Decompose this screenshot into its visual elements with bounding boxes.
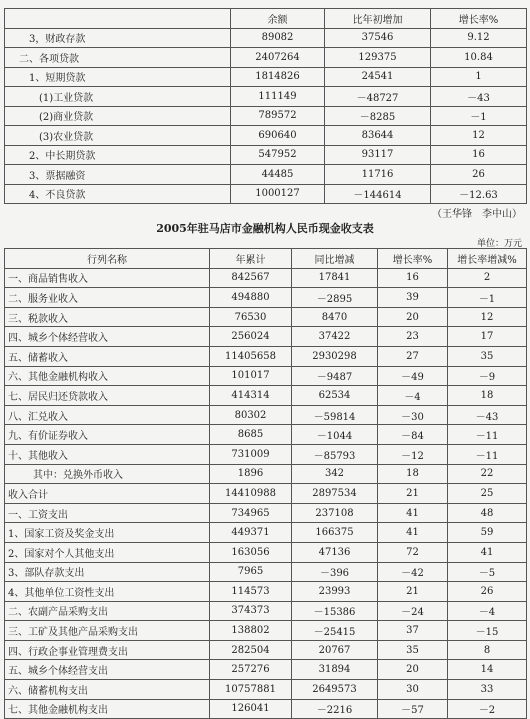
table2-cell: 7965 <box>210 562 292 582</box>
table2-cell: －84 <box>378 425 448 445</box>
table2-row <box>5 307 527 327</box>
table2-row <box>5 288 527 308</box>
table2-cell: 374373 <box>210 601 292 621</box>
table2-cell: 20 <box>378 307 448 327</box>
table1-cell: 11716 <box>325 165 431 185</box>
table2-cell: 8685 <box>210 425 292 445</box>
table2-row <box>5 503 527 523</box>
table2-cell: 37422 <box>292 327 378 347</box>
deposit-loan-table <box>4 8 527 204</box>
table2-cell: 17 <box>448 327 527 347</box>
table2-cell: 21 <box>378 484 448 504</box>
table2-row <box>5 699 527 719</box>
table1-cell: －43 <box>431 87 527 107</box>
table2-cell: 256024 <box>210 327 292 347</box>
table1-header-cell <box>5 9 231 29</box>
table2-cell: 76530 <box>210 307 292 327</box>
table2-cell: 41 <box>378 503 448 523</box>
table2-cell: 166375 <box>292 523 378 543</box>
table2-cell: －30 <box>378 405 448 425</box>
table2-cell: 16 <box>378 268 448 288</box>
table2-cell: 21 <box>378 582 448 602</box>
table2-header-cell: 增长率% <box>378 249 448 269</box>
table2-row <box>5 346 527 366</box>
table1-cell: 129375 <box>325 48 431 68</box>
table2-row-label: 一、工资支出 <box>5 503 210 523</box>
table1-cell: －144614 <box>325 184 431 204</box>
table2-cell: －42 <box>378 562 448 582</box>
table2-cell: 101017 <box>210 366 292 386</box>
table2-cell: －12 <box>378 444 448 464</box>
table1-cell: －12.63 <box>431 184 527 204</box>
table2-row-label: 九、有价证券收入 <box>5 425 210 445</box>
table2-row <box>5 582 527 602</box>
table2-row-label: 1、国家工资及奖金支出 <box>5 523 210 543</box>
table2-cell: －9487 <box>292 366 378 386</box>
table1-cell: 9.12 <box>431 28 527 48</box>
table2-row-label: 二、农副产品采购支出 <box>5 601 210 621</box>
table1-row <box>5 67 527 87</box>
table1-cell: 10.84 <box>431 48 527 68</box>
table2-row <box>5 366 527 386</box>
table2-cell: －396 <box>292 562 378 582</box>
table1-cell: 2407264 <box>231 48 325 68</box>
table1-cell: －8285 <box>325 106 431 126</box>
table2-cell: 47136 <box>292 542 378 562</box>
table2-cell: 2930298 <box>292 346 378 366</box>
table2-row-label: 六、储蓄机构支出 <box>5 680 210 700</box>
table2-row <box>5 523 527 543</box>
table2-cell: 62534 <box>292 386 378 406</box>
table2-cell: 414314 <box>210 386 292 406</box>
table2-header-cell: 同比增减 <box>292 249 378 269</box>
table1-cell: 44485 <box>231 165 325 185</box>
table1-cell: 111149 <box>231 87 325 107</box>
table2-cell: 2897534 <box>292 484 378 504</box>
table1-cell: －48727 <box>325 87 431 107</box>
table2-cell: －2895 <box>292 288 378 308</box>
table2-row-label: 五、储蓄收入 <box>5 346 210 366</box>
table2-row-label: 3、部队存款支出 <box>5 562 210 582</box>
table1-row-label: 2、中长期贷款 <box>5 145 231 165</box>
table1-row <box>5 165 527 185</box>
table1-cell: 24541 <box>325 67 431 87</box>
table2-row <box>5 621 527 641</box>
table2-cell: －11 <box>448 425 527 445</box>
table1-cell: 26 <box>431 165 527 185</box>
table2-row <box>5 601 527 621</box>
table2-cell: 731009 <box>210 444 292 464</box>
table1-row-label: 4、不良贷款 <box>5 184 231 204</box>
table2-cell: 734965 <box>210 503 292 523</box>
table1-row <box>5 87 527 107</box>
table1-row <box>5 145 527 165</box>
table1-row-label: 1、短期贷款 <box>5 67 231 87</box>
table2-cell: －25415 <box>292 621 378 641</box>
table1-row <box>5 48 527 68</box>
table2-cell: 39 <box>378 288 448 308</box>
table1-row-label: 3，财政存款 <box>5 28 231 48</box>
table2-cell: 8470 <box>292 307 378 327</box>
table2-cell: 2 <box>448 268 527 288</box>
table2-cell: 20 <box>378 660 448 680</box>
table2-row <box>5 562 527 582</box>
cash-flow-table <box>4 248 527 719</box>
table2-header-cell: 增长率增减% <box>448 249 527 269</box>
table2-cell: 10757881 <box>210 680 292 700</box>
table2-cell: 33 <box>448 680 527 700</box>
table1-row <box>5 28 527 48</box>
table1-row-label: 二、各项贷款 <box>5 48 231 68</box>
table2-row <box>5 327 527 347</box>
table2-row-label: 五、城乡个体经营支出 <box>5 660 210 680</box>
table1-row-label: 3、票据融资 <box>5 165 231 185</box>
table2-row <box>5 542 527 562</box>
table2-cell: 25 <box>448 484 527 504</box>
table2-cell: 31894 <box>292 660 378 680</box>
table2-cell: 8 <box>448 640 527 660</box>
table2-cell: －43 <box>448 405 527 425</box>
table1-header-cell: 增长率% <box>431 9 527 29</box>
table2-cell: 37 <box>378 621 448 641</box>
table2-header-cell: 行列名称 <box>5 249 210 269</box>
table2-cell: 494880 <box>210 288 292 308</box>
table1-cell: 37546 <box>325 28 431 48</box>
table2-row-label: 三、税款收入 <box>5 307 210 327</box>
table2-cell: 12 <box>448 307 527 327</box>
table2-cell: －2 <box>448 699 527 719</box>
table1-header-cell: 余额 <box>231 9 325 29</box>
table2-cell: 237108 <box>292 503 378 523</box>
table2-cell: 14 <box>448 660 527 680</box>
table2-cell: 126041 <box>210 699 292 719</box>
table2-row-label: 六、其他金融机构收入 <box>5 366 210 386</box>
table1-cell: 1000127 <box>231 184 325 204</box>
table2-cell: 35 <box>448 346 527 366</box>
table2-cell: －1 <box>448 288 527 308</box>
table2-row-label: 收入合计 <box>5 484 210 504</box>
table2-cell: 163056 <box>210 542 292 562</box>
table2-cell: －15 <box>448 621 527 641</box>
table2-cell: 14410988 <box>210 484 292 504</box>
table2-cell: 23 <box>378 327 448 347</box>
table2-row <box>5 405 527 425</box>
table2-cell: 1896 <box>210 464 292 484</box>
table2-cell: －49 <box>378 366 448 386</box>
table2-row-label: 其中：兑换外币收入 <box>5 464 210 484</box>
table2-cell: －15386 <box>292 601 378 621</box>
table2-cell: 17841 <box>292 268 378 288</box>
table2-row <box>5 484 527 504</box>
table1-cell: 789572 <box>231 106 325 126</box>
table1-cell: 83644 <box>325 126 431 146</box>
table1-cell: －1 <box>431 106 527 126</box>
table1-row <box>5 184 527 204</box>
table2-row-label: 四、城乡个体经营收入 <box>5 327 210 347</box>
table2-row-label: 十、其他收入 <box>5 444 210 464</box>
table2-cell: 2649573 <box>292 680 378 700</box>
table2-cell: 282504 <box>210 640 292 660</box>
table2-row-label: 七、居民归还贷款收入 <box>5 386 210 406</box>
table1-row <box>5 106 527 126</box>
table2-row-label: 八、汇兑收入 <box>5 405 210 425</box>
table2-row <box>5 386 527 406</box>
table1-cell: 93117 <box>325 145 431 165</box>
table2-cell: 72 <box>378 542 448 562</box>
author-credit: （王华锋 李中山） <box>432 209 522 220</box>
table2-cell: 59 <box>448 523 527 543</box>
table2-title: 2005年驻马店市金融机构人民币现金收支表 <box>156 222 374 235</box>
table2-row <box>5 425 527 445</box>
table2-cell: 30 <box>378 680 448 700</box>
table2-cell: 35 <box>378 640 448 660</box>
table2-cell: 22 <box>448 464 527 484</box>
table2-cell: 18 <box>378 464 448 484</box>
table2-cell: 48 <box>448 503 527 523</box>
table2-cell: 20767 <box>292 640 378 660</box>
table2-cell: 41 <box>378 523 448 543</box>
table1-cell: 1 <box>431 67 527 87</box>
table2-cell: －59814 <box>292 405 378 425</box>
table1-cell: 1814826 <box>231 67 325 87</box>
table2-cell: －9 <box>448 366 527 386</box>
table2-cell: －24 <box>378 601 448 621</box>
table2-cell: 41 <box>448 542 527 562</box>
table1-header-cell: 比年初增加 <box>325 9 431 29</box>
table2-header-cell: 年累计 <box>210 249 292 269</box>
table2-cell: －4 <box>378 386 448 406</box>
table2-header-row <box>5 249 527 269</box>
table2-cell: 114573 <box>210 582 292 602</box>
table2-row <box>5 268 527 288</box>
table2-cell: －57 <box>378 699 448 719</box>
table2-row-label: 2、国家对个人其他支出 <box>5 542 210 562</box>
table2-cell: －2216 <box>292 699 378 719</box>
table2-row <box>5 660 527 680</box>
table1-row <box>5 126 527 146</box>
table2-cell: 449371 <box>210 523 292 543</box>
table2-row-label: 一、商品销售收入 <box>5 268 210 288</box>
table1-cell: 12 <box>431 126 527 146</box>
table2-row <box>5 640 527 660</box>
table2-cell: 138802 <box>210 621 292 641</box>
table2-row-label: 4、其他单位工资性支出 <box>5 582 210 602</box>
table2-cell: 80302 <box>210 405 292 425</box>
table2-row-label: 四、行政企事业管理费支出 <box>5 640 210 660</box>
table2-cell: －5 <box>448 562 527 582</box>
table1-cell: 89082 <box>231 28 325 48</box>
table2-row <box>5 680 527 700</box>
table2-cell: 842567 <box>210 268 292 288</box>
table2-row <box>5 444 527 464</box>
table2-cell: 18 <box>448 386 527 406</box>
table2-cell: 257276 <box>210 660 292 680</box>
table2-cell: 26 <box>448 582 527 602</box>
table1-row-label: (3)农业贷款 <box>5 126 231 146</box>
table1-cell: 16 <box>431 145 527 165</box>
table1-cell: 690640 <box>231 126 325 146</box>
table2-cell: －85793 <box>292 444 378 464</box>
table2-cell: 27 <box>378 346 448 366</box>
table1-row-label: (1)工业贷款 <box>5 87 231 107</box>
table2-row-label: 七、其他金融机构支出 <box>5 699 210 719</box>
table2-cell: 342 <box>292 464 378 484</box>
table2-cell: －1044 <box>292 425 378 445</box>
table2-cell: 23993 <box>292 582 378 602</box>
table2-unit: 单位：万元 <box>476 239 522 249</box>
table2-cell: 11405658 <box>210 346 292 366</box>
table1-header-row <box>5 9 527 29</box>
table1-cell: 547952 <box>231 145 325 165</box>
table2-cell: －4 <box>448 601 527 621</box>
table2-cell: －11 <box>448 444 527 464</box>
table2-row <box>5 464 527 484</box>
table1-row-label: (2)商业贷款 <box>5 106 231 126</box>
table2-row-label: 二、服务业收入 <box>5 288 210 308</box>
table2-row-label: 三、工矿及其他产品采购支出 <box>5 621 210 641</box>
